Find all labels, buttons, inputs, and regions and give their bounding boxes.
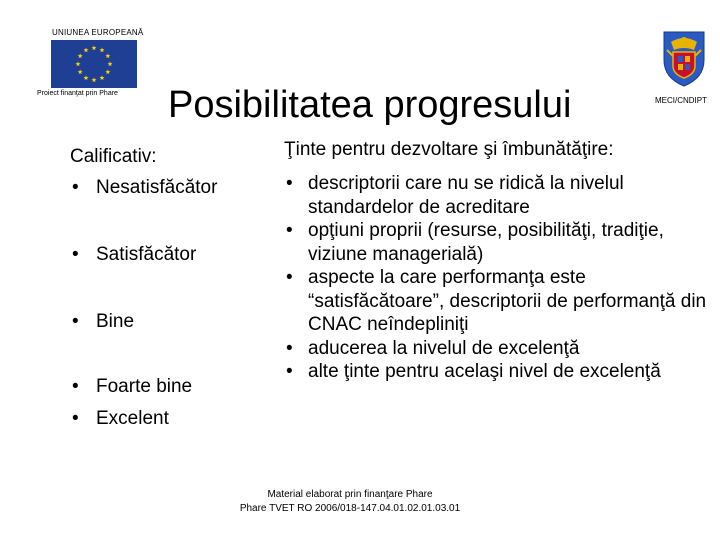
- rating-item: [70, 376, 192, 398]
- target-item-text: descriptorii care nu se ridică la nivelul standardelor de acreditare: [308, 173, 624, 218]
- target-item: [284, 266, 720, 337]
- bullet-dot-icon: •: [286, 220, 293, 241]
- target-item: [284, 172, 720, 219]
- eu-star-icon: [100, 75, 105, 80]
- rating-item-label: Bine: [96, 311, 135, 332]
- bullet-dot-icon: •: [286, 173, 293, 194]
- eu-star-icon: [92, 45, 97, 50]
- eu-star-icon: [105, 69, 110, 74]
- rating-item-label: Satisfăcător: [96, 244, 197, 265]
- eu-star-icon: [78, 69, 83, 74]
- footer: [200, 488, 500, 516]
- bullet-dot-icon: •: [72, 376, 79, 397]
- eu-stars-icon: [51, 40, 137, 88]
- mec-label: MECI/CNDIPT: [655, 96, 707, 105]
- bullet-dot-icon: •: [72, 311, 79, 332]
- target-item: [284, 219, 720, 266]
- bullet-dot-icon: •: [72, 408, 79, 429]
- target-item-text: alte ţinte pentru acelaşi nivel de excelenţă: [308, 361, 661, 382]
- targets-heading: Ţinte pentru dezvoltare şi îmbunătăţire:: [284, 139, 614, 160]
- target-item: [284, 337, 720, 361]
- rating-item: [70, 177, 217, 199]
- bullet-dot-icon: •: [286, 267, 293, 288]
- rating-item-label: Excelent: [96, 408, 169, 429]
- bullet-dot-icon: •: [286, 361, 293, 382]
- eu-star-icon: [78, 53, 83, 58]
- eu-star-icon: [84, 75, 89, 80]
- bullet-dot-icon: •: [72, 177, 79, 198]
- eu-label: UNIUNEA EUROPEANĂ: [52, 28, 144, 37]
- targets-list: [284, 172, 720, 384]
- target-item-text: aducerea la nivelul de excelenţă: [308, 337, 580, 359]
- rating-item: [70, 244, 196, 266]
- eu-star-icon: [105, 53, 110, 58]
- romania-coat-of-arms-icon: [661, 30, 707, 88]
- rating-item: [70, 408, 169, 430]
- eu-star-icon: [84, 48, 89, 53]
- rating-heading: Calificativ:: [70, 146, 157, 167]
- target-item: [284, 360, 720, 384]
- eu-star-icon: [92, 77, 97, 82]
- eu-star-icon: [108, 61, 113, 66]
- footer-line-1: Material elaborat prin finanţare Phare: [267, 489, 433, 500]
- bullet-dot-icon: •: [72, 244, 79, 265]
- eu-star-icon: [76, 61, 81, 66]
- target-item-text: aspecte la care performanţa este “satisfăcătoare”, descriptorii de performanţă din CNAC neîndepliniţi: [308, 267, 707, 335]
- target-item-text: opţiuni proprii (resurse, posibilităţi, tradiţie, viziune managerială): [308, 220, 664, 265]
- rating-item-label: Foarte bine: [96, 376, 193, 397]
- eu-star-icon: [100, 48, 105, 53]
- rating-item-label: Nesatisfăcător: [96, 177, 218, 198]
- bullet-dot-icon: •: [286, 337, 293, 359]
- rating-item: [70, 311, 134, 333]
- footer-line-2: Phare TVET RO 2006/018-147.04.01.02.01.03.01: [239, 503, 461, 514]
- slide-title: Posibilitatea progresului: [168, 84, 572, 126]
- eu-flag-icon: [51, 40, 137, 88]
- eu-caption: Proiect finanţat prin Phare: [37, 90, 118, 97]
